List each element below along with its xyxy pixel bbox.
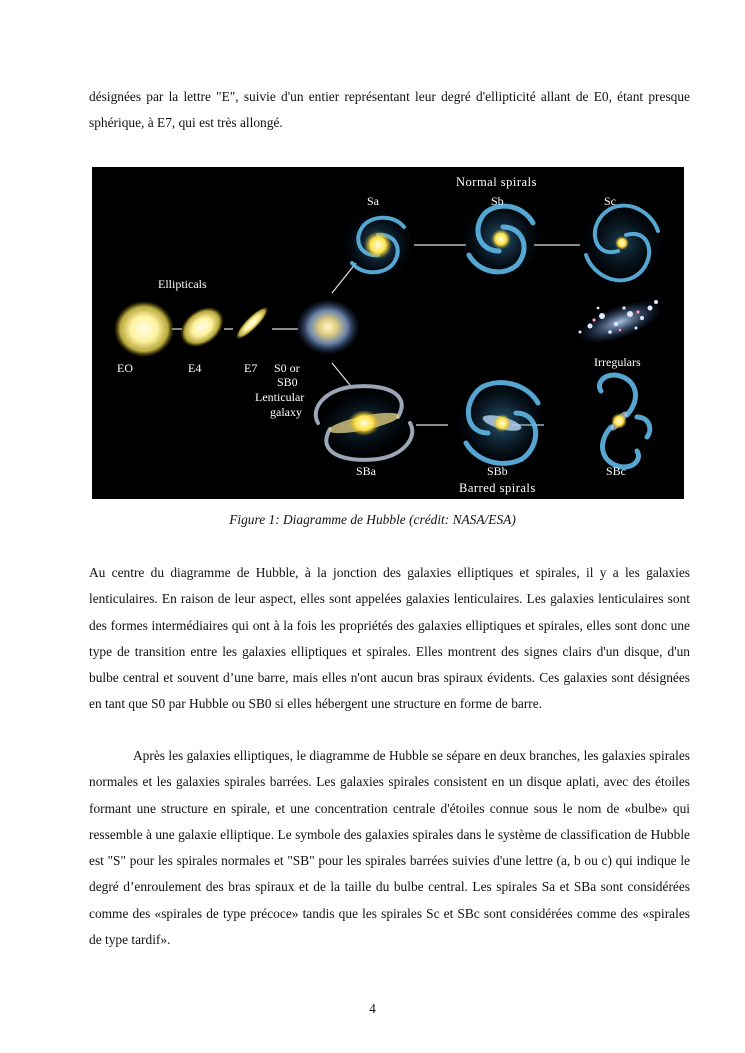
e7-label: E7 [244,361,258,375]
sba-galaxy [308,379,420,466]
irregulars-label: Irregulars [594,355,641,369]
s0-label: S0 or [274,361,300,375]
e4-galaxy [173,299,232,355]
sb-label: Sb [491,194,504,208]
hubble-diagram [92,167,684,499]
hubble-diagram-figure [92,167,684,499]
intro-paragraph: désignées par la lettre "E", suivie d'un entier représentant leur degré d'ellipticité allant de E0, étant presque sphérique, à E7, qui est très allongé. [89,89,690,131]
ellipticals-label: Ellipticals [158,277,207,291]
figure-caption: Figure 1: Diagramme de Hubble (crédit: NASA/ESA) [229,512,516,527]
lenticular-galaxy [296,299,360,355]
e4-label: E4 [188,361,202,375]
sbc-label: SBc [606,464,627,478]
page-number: 4 [369,1001,376,1016]
sc-galaxy [580,201,664,285]
e0-galaxy [114,301,174,357]
sc-label: Sc [604,194,616,208]
sb0-label: SB0 [277,375,298,389]
sba-label: SBa [356,464,377,478]
irregular-galaxy [573,292,667,352]
sbb-galaxy [456,377,548,469]
sa-label: Sa [367,194,379,208]
e0-label: EO [117,361,133,375]
paragraph-lenticular: Au centre du diagramme de Hubble, à la jonction des galaxies elliptiques et spirales, il y a les galaxies lenticulaires. En raison de leur aspect, elles sont appelées galaxies lenticulaires. Les galaxies lenticulaires sont des formes intermédiaires qui ont à la fois les propriétés des galaxies elliptiques et spirales, elles sont donc une type de transition entre les galaxies elliptiques et spirales. Elles montrent des signes clairs d'un disque, d'un bulbe central et souvent d’une barre, mais elles n'ont aucun bras spiraux évidents. Ces galaxies sont désignées en tant que S0 par Hubble ou SB0 si elles hébergent une structure en forme de barre. [89,565,690,712]
paragraph-spirals: Après les galaxies elliptiques, le diagramme de Hubble se sépare en deux branches, les galaxies spirales normales et les galaxies spirales barrées. Les galaxies spirales consistent en un disque aplati, avec des étoiles formant une structure en spirale, et une concentration centrale d'étoiles connue sous le nom de «bulbe» qui ressemble à une galaxie elliptique. Le symbole des galaxies spirales dans le système de classification de Hubble est "S" pour les spirales normales et "SB" pour les spirales barrées suivies d'une lettre (a, b ou c) qui indique le degré d’enroulement des bras spiraux et de la taille du bulbe central. Les spirales Sa et SBa sont considérées comme des «spirales de type précoce» tandis que les spirales Sc et SBc sont considérées comme des «spirales de type tardif». [89,748,690,948]
sbb-label: SBb [487,464,508,478]
e7-galaxy [232,303,272,343]
barred-spirals-label: Barred spirals [459,481,536,495]
lenticular-label: Lenticular [255,390,305,404]
sbc-galaxy [600,375,650,467]
sb-galaxy [461,199,541,279]
normal-spirals-label: Normal spirals [456,175,537,189]
lenticular-galaxy-label: galaxy [270,405,302,419]
sa-galaxy [342,209,414,281]
